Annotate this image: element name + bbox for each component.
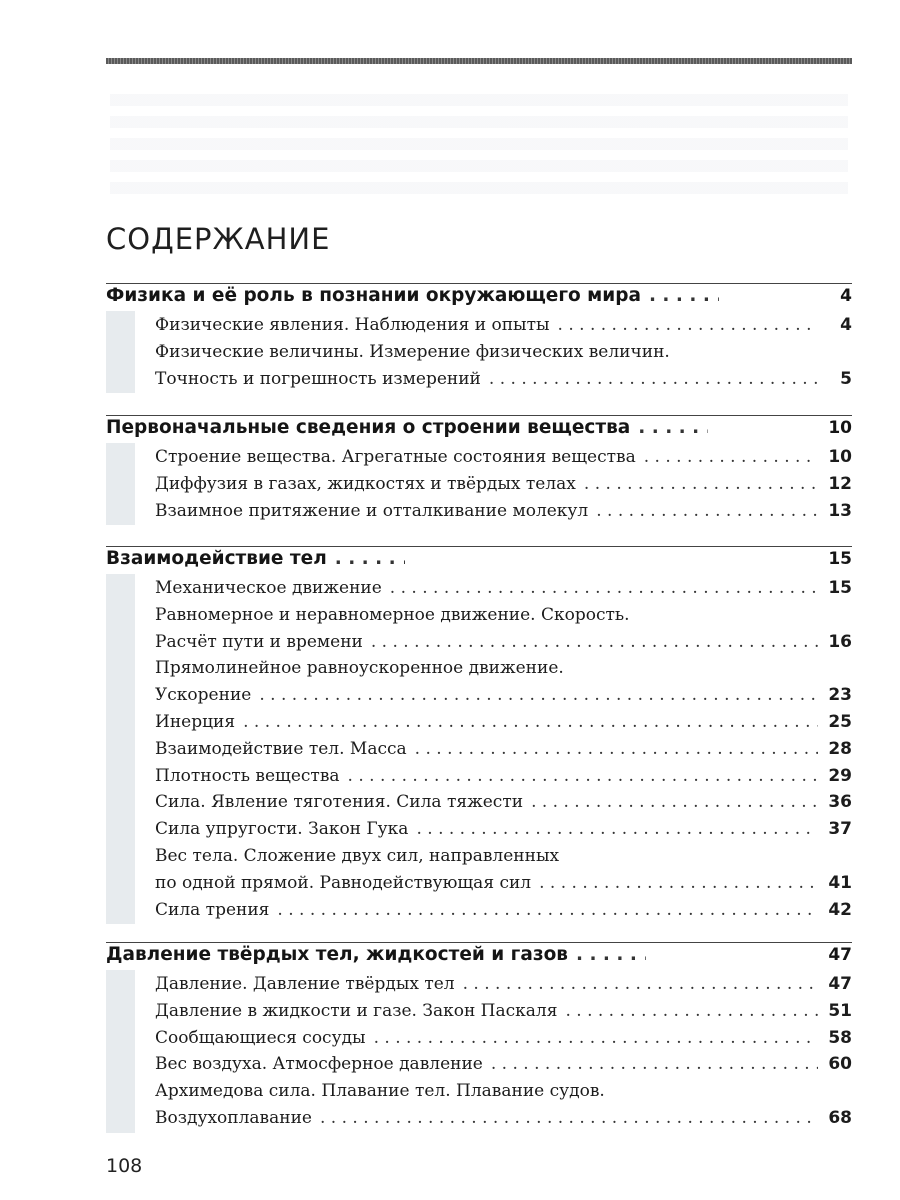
entry-title: Сила. Явление тяготения. Сила тяжести [155, 792, 524, 813]
toc-entry[interactable] [155, 766, 852, 794]
dot-leader [491, 1054, 818, 1074]
section-sidebar-band [106, 970, 135, 1133]
page-ref: 37 [828, 819, 852, 840]
dot-leader [596, 501, 818, 521]
entry-title: Физические явления. Наблюдения и опыты [155, 315, 550, 335]
entry-title: Ускорение [155, 685, 252, 706]
page-ref: 60 [828, 1054, 852, 1075]
entry-title: Взаимное притяжение и отталкивание молекул [155, 500, 589, 521]
dot-leader [576, 944, 646, 965]
page-ref: 42 [828, 899, 852, 920]
dot-leader [489, 369, 818, 389]
dot-leader [565, 1001, 818, 1021]
entry-line: Физические величины. Измерение физических величин. [155, 341, 670, 362]
toc-entry[interactable] [155, 974, 852, 1002]
dot-leader [390, 578, 818, 598]
entry-line: Архимедова сила. Плавание тел. Плавание судов. [155, 1081, 605, 1102]
dot-leader [320, 1108, 818, 1128]
dot-leader [243, 712, 818, 732]
page-ref: 10 [828, 447, 852, 467]
page-ref: 41 [828, 872, 852, 893]
dot-leader [259, 685, 818, 705]
toc-entry[interactable] [155, 792, 852, 820]
dot-leader [416, 819, 818, 839]
toc-entry[interactable] [155, 632, 852, 660]
page-ref: 13 [828, 500, 852, 521]
dot-leader [348, 766, 818, 786]
entry-title: Воздухоплавание [155, 1108, 312, 1128]
toc-entry[interactable] [155, 474, 852, 502]
dot-leader [415, 739, 818, 759]
toc-entry[interactable] [155, 739, 852, 767]
section-sidebar-band [106, 311, 135, 393]
page-ref: 47 [828, 945, 852, 965]
page-ref: 4 [840, 315, 852, 335]
top-rule [106, 58, 852, 64]
entry-title: по одной прямой. Равнодействующая сил [155, 872, 532, 893]
dot-leader [371, 632, 818, 652]
toc-entry[interactable] [155, 873, 852, 901]
entry-title: Сила упругости. Закон Гука [155, 819, 409, 840]
toc-entry[interactable] [155, 578, 852, 606]
page-ref: 68 [828, 1108, 852, 1128]
section-divider [106, 942, 852, 943]
page-ref: 12 [828, 473, 852, 494]
dot-leader [335, 548, 405, 569]
toc-entry[interactable] [155, 369, 852, 397]
dot-leader [584, 474, 818, 494]
entry-title: Давление. Давление твёрдых тел [155, 974, 455, 994]
entry-title: Взаимодействие тел. Масса [155, 738, 407, 759]
toc-entry[interactable] [155, 1028, 852, 1056]
dot-leader [531, 792, 818, 812]
dot-leader [558, 315, 818, 335]
toc-entry[interactable] [155, 1054, 852, 1082]
page-ref: 10 [828, 418, 852, 438]
section-sidebar-band [106, 574, 135, 924]
entry-title: Строение вещества. Агрегатные состояния вещества [155, 447, 636, 467]
toc-part-heading[interactable] [106, 944, 852, 972]
entry-title: Давление в жидкости и газе. Закон Паскаля [155, 1000, 558, 1021]
dot-leader [638, 417, 708, 438]
part-title: Взаимодействие тел [106, 548, 327, 569]
toc-part-heading[interactable] [106, 548, 852, 576]
section-divider [106, 283, 852, 284]
page-ref: 4 [840, 286, 852, 306]
section-divider [106, 415, 852, 416]
page-ref: 51 [828, 1000, 852, 1021]
dot-leader [463, 974, 818, 994]
toc-entry[interactable] [155, 1108, 852, 1136]
toc-entry[interactable] [155, 819, 852, 847]
page-ref: 25 [828, 712, 852, 732]
part-title: Физика и её роль в познании окружающего мира [106, 285, 641, 306]
dot-leader [644, 447, 818, 467]
dot-leader [277, 900, 818, 920]
entry-title: Сила трения [155, 899, 270, 920]
page-ref: 47 [828, 974, 852, 994]
toc-entry[interactable] [155, 501, 852, 529]
part-title: Давление твёрдых тел, жидкостей и газов [106, 944, 568, 965]
toc-part-heading[interactable] [106, 285, 852, 313]
page-number: 108 [106, 1155, 143, 1177]
page-ref: 58 [828, 1027, 852, 1048]
page-ref: 29 [828, 765, 852, 786]
entry-title: Точность и погрешность измерений [155, 368, 481, 389]
part-title: Первоначальные сведения о строении вещества [106, 417, 631, 438]
page-ref: 36 [828, 792, 852, 813]
toc-entry[interactable] [155, 685, 852, 713]
entry-title: Плотность вещества [155, 765, 340, 786]
page-ref: 16 [828, 631, 852, 652]
entry-line: Прямолинейное равноускоренное движение. [155, 658, 564, 679]
entry-title: Сообщающиеся сосуды [155, 1027, 366, 1048]
toc-entry[interactable] [155, 1001, 852, 1029]
entry-line: Равномерное и неравномерное движение. Скорость. [155, 604, 630, 625]
page-ref: 15 [828, 578, 852, 598]
page-ref: 5 [840, 368, 852, 389]
toc-entry[interactable] [155, 712, 852, 740]
toc-entry[interactable] [155, 900, 852, 928]
page-ref: 23 [828, 685, 852, 706]
dot-leader [374, 1028, 818, 1048]
toc-entry[interactable] [155, 315, 852, 343]
entry-line: Вес тела. Сложение двух сил, направленных [155, 846, 560, 866]
page-ref: 15 [828, 549, 852, 569]
section-divider [106, 546, 852, 547]
dot-leader [539, 873, 818, 893]
page-title: СОДЕРЖАНИЕ [106, 222, 331, 256]
entry-title: Вес воздуха. Атмосферное давление [155, 1054, 483, 1075]
dot-leader [649, 285, 719, 306]
entry-title: Расчёт пути и времени [155, 631, 363, 652]
entry-title: Диффузия в газах, жидкостях и твёрдых телах [155, 473, 576, 494]
page-ref: 28 [828, 738, 852, 759]
entry-title: Механическое движение [155, 578, 382, 598]
toc-part-heading[interactable] [106, 417, 852, 445]
bleed-through-text [110, 84, 848, 204]
entry-title: Инерция [155, 712, 236, 732]
section-sidebar-band [106, 443, 135, 525]
toc-entry[interactable] [155, 447, 852, 475]
